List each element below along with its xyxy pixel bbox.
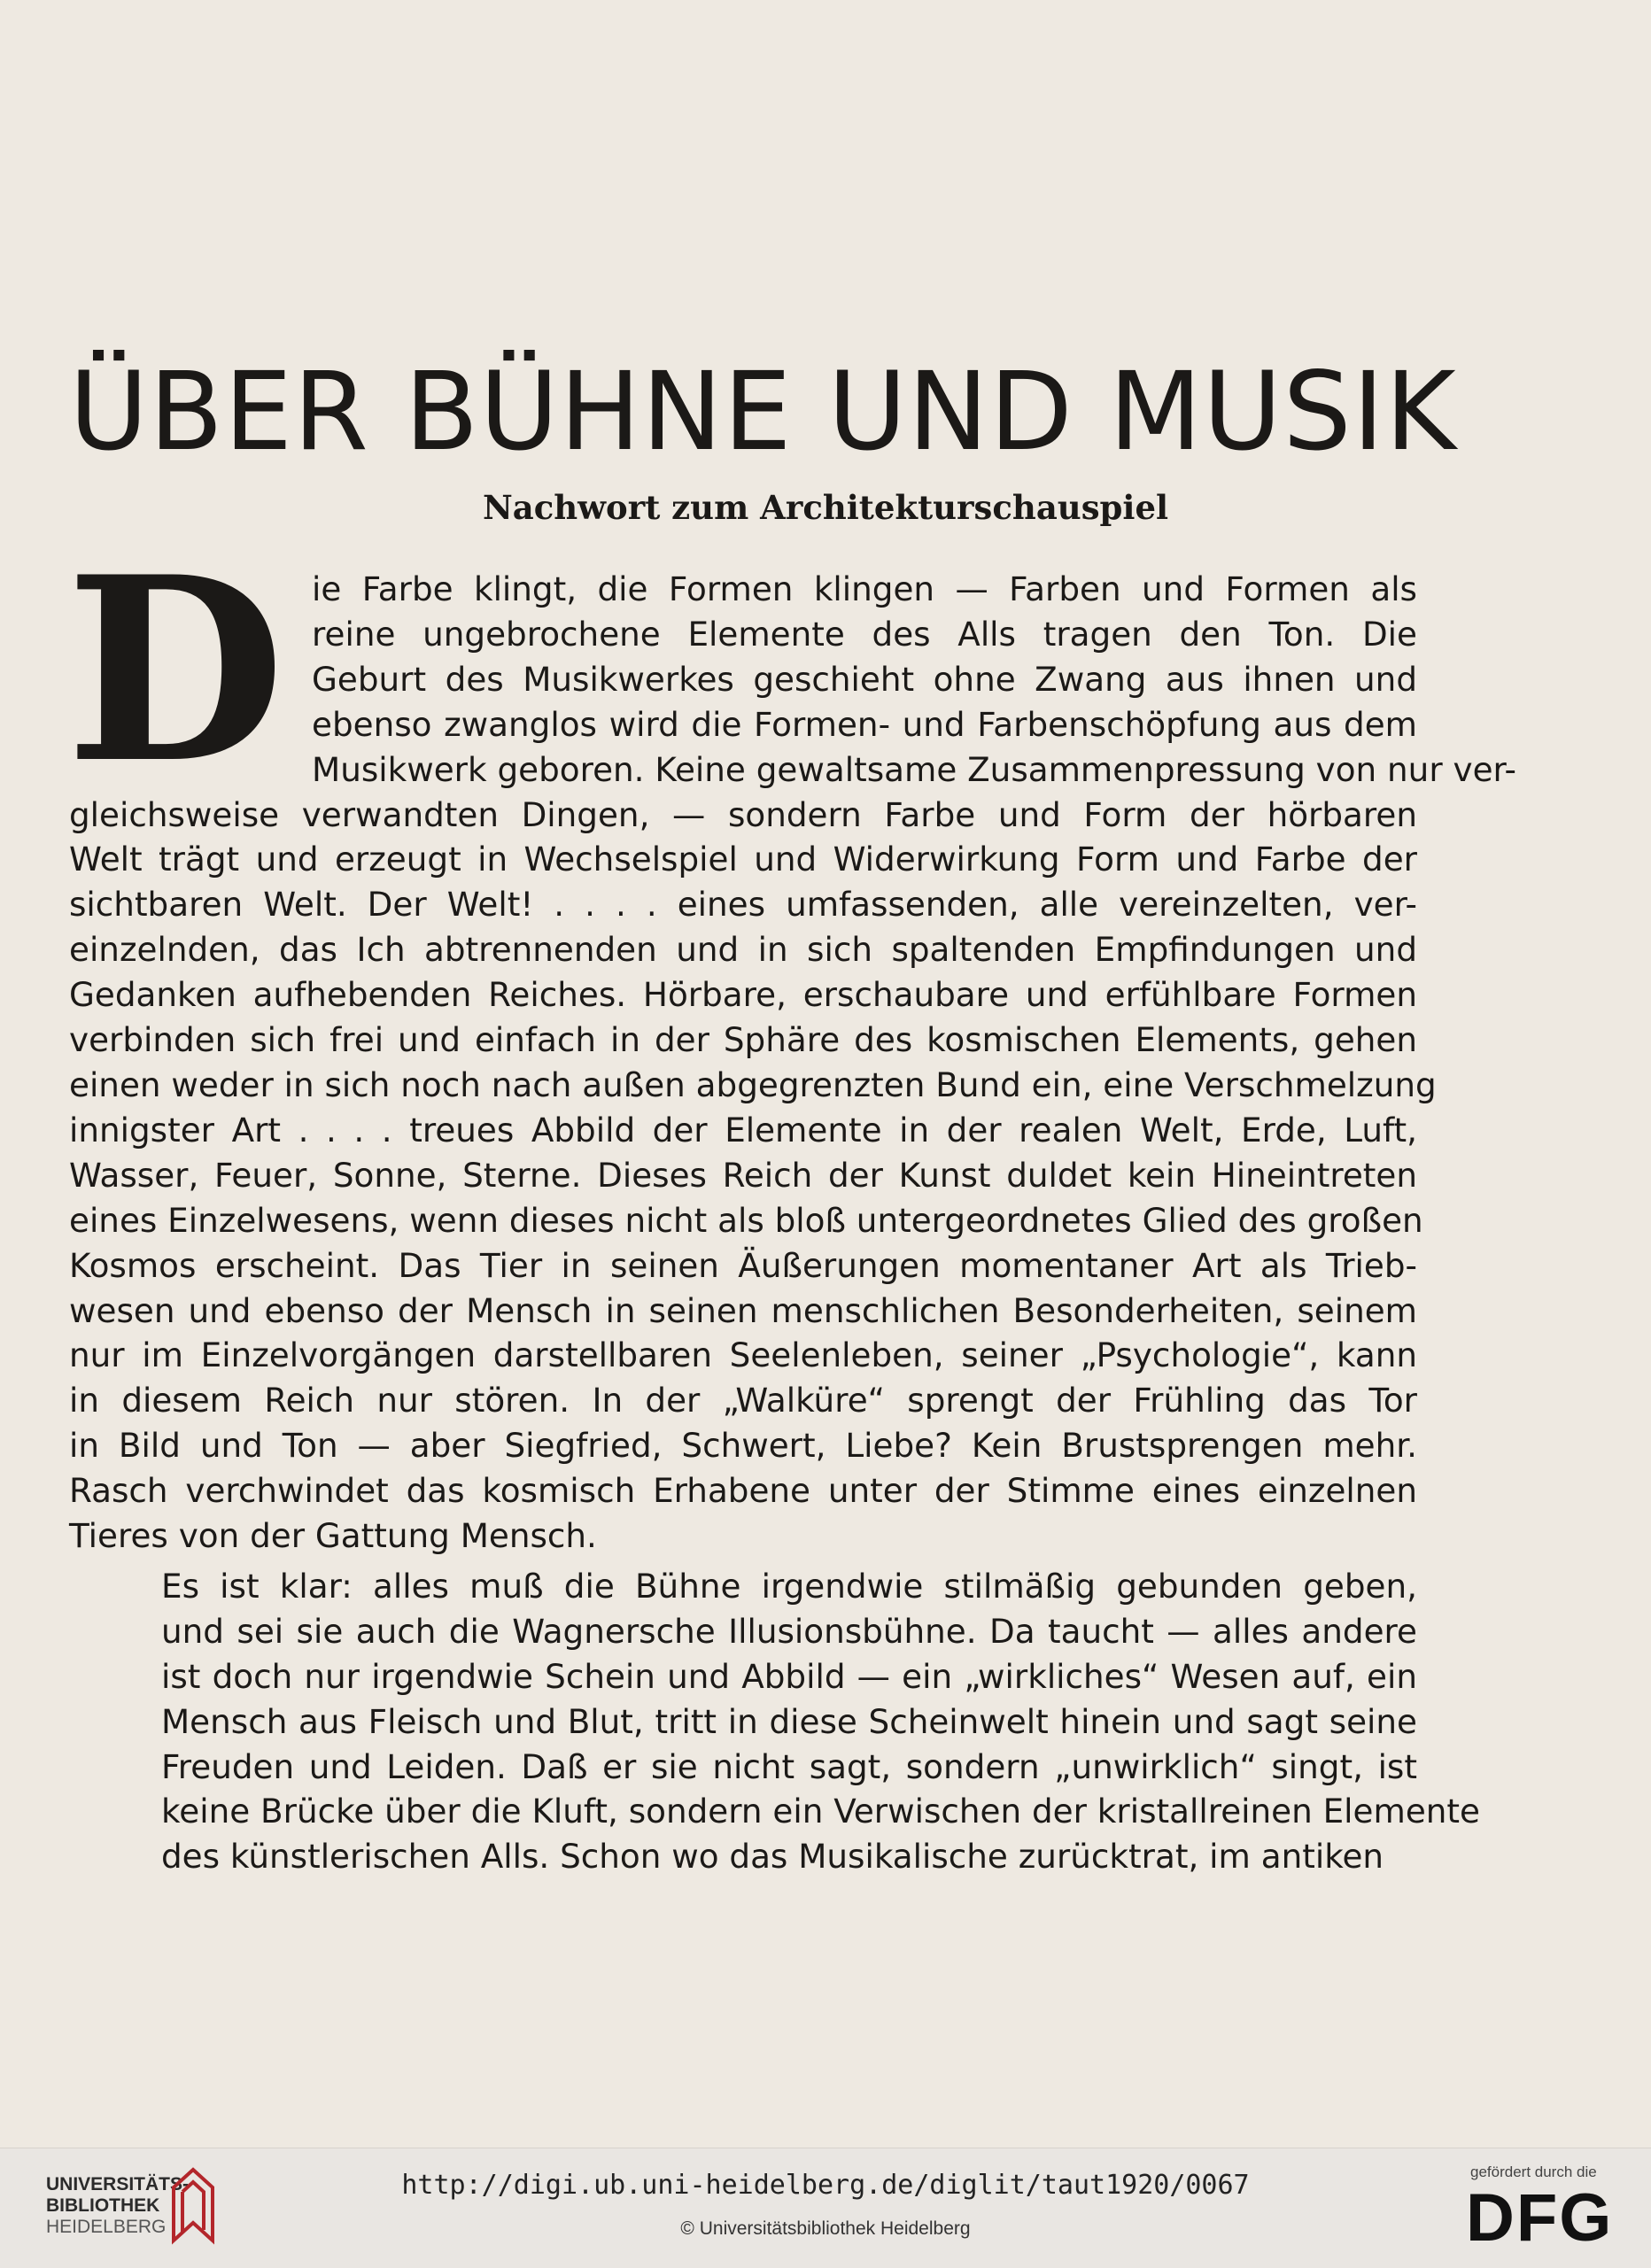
text-line: Tieres von der Gattung Mensch. (69, 1516, 597, 1556)
dfg-logo: DFG (1466, 2180, 1614, 2256)
text-line: Rasch verchwindet das kosmisch Erhabene unter der Stimme eines einzelnen (69, 1471, 1417, 1511)
text-line: und sei sie auch die Wagnersche Illusionsbühne. Da taucht — alles andere (161, 1611, 1417, 1651)
library-line-1: UNIVERSITÄTS- (46, 2174, 190, 2194)
text-line: nur im Einzelvorgängen darstellbaren Seelenleben, seiner „Psychologie“, kann (69, 1335, 1417, 1375)
article-title: ÜBER BÜHNE UND MUSIK (69, 349, 1457, 475)
article-body (66, 522, 1516, 1879)
text-line: reine ungebrochene Elemente des Alls tragen den Ton. Die (312, 614, 1417, 654)
text-line: des künstlerischen Alls. Schon wo das Musikalische zurücktrat, im antiken (161, 1837, 1384, 1877)
text-line: Es ist klar: alles muß die Bühne irgendwie stilmäßig gebunden geben, (161, 1566, 1417, 1606)
text-line: Kosmos erscheint. Das Tier in seinen Äußerungen momentaner Art als Trieb- (69, 1245, 1417, 1285)
text-line: ie Farbe klingt, die Formen klingen — Farben und Formen als (312, 569, 1417, 608)
text-line: ist doch nur irgendwie Schein und Abbild — ein „wirkliches“ Wesen auf, ein (161, 1656, 1417, 1696)
text-line: Musikwerk geboren. Keine gewaltsame Zusammenpressung von nur ver- (312, 749, 1516, 789)
text-line: eines Einzelwesens, wenn dieses nicht als bloß untergeordnetes Glied des großen (69, 1200, 1423, 1240)
text-line: in diesem Reich nur stören. In der „Walküre“ sprengt der Frühling das Tor (69, 1381, 1417, 1420)
text-line: Gedanken aufhebenden Reiches. Hörbare, erschaubare und erfühlbare Formen (69, 975, 1417, 1015)
text-line: einzelnden, das Ich abtrennenden und in sich spaltenden Empfindungen und (69, 930, 1417, 970)
text-line: verbinden sich frei und einfach in der Sphäre des kosmischen Elements, gehen (69, 1020, 1417, 1060)
text-line: Wasser, Feuer, Sonne, Sterne. Dieses Reich der Kunst duldet kein Hineintreten (69, 1155, 1417, 1195)
text-line: wesen und ebenso der Mensch in seinen menschlichen Besonderheiten, seinem (69, 1290, 1417, 1330)
text-line: einen weder in sich noch nach außen abgegrenzten Bund ein, eine Verschmelzung (69, 1064, 1437, 1104)
text-line: innigster Art . . . . treues Abbild der Elemente in der realen Welt, Erde, Luft, (69, 1110, 1417, 1149)
copyright-notice: © Universitätsbibliothek Heidelberg (680, 2218, 971, 2239)
paragraph-2 (69, 1564, 1480, 1879)
text-line: Geburt des Musikwerkes geschieht ohne Zwang aus ihnen und (312, 659, 1417, 699)
funded-by-label: gefördert durch die (1470, 2164, 1597, 2180)
paragraph-1 (66, 522, 1516, 1559)
document-url-link[interactable]: http://digi.ub.uni-heidelberg.de/diglit/taut1920/0067 (401, 2170, 1250, 2201)
drop-cap: D (66, 522, 286, 819)
text-line: sichtbaren Welt. Der Welt! . . . . eines umfassenden, alle vereinzelten, ver- (69, 885, 1417, 925)
text-line: Mensch aus Fleisch und Blut, tritt in diese Scheinwelt hinein und sagt seine (161, 1701, 1417, 1741)
text-line: Welt trägt und erzeugt in Wechselspiel und Widerwirkung Form und Farbe der (69, 840, 1417, 879)
text-line: in Bild und Ton — aber Siegfried, Schwert, Liebe? Kein Brustsprengen mehr. (69, 1426, 1417, 1466)
library-line-3: HEIDELBERG (46, 2217, 167, 2237)
text-line: Freuden und Leiden. Daß er sie nicht sagt, sondern „unwirklich“ singt, ist (161, 1746, 1417, 1786)
article-subtitle: Nachwort zum Architekturschauspiel (482, 488, 1169, 527)
footer-bar (0, 2148, 1651, 2268)
library-line-2: BIBLIOTHEK (46, 2195, 160, 2216)
text-line: gleichsweise verwandten Dingen, — sondern Farbe und Form der hörbaren (69, 794, 1417, 834)
text-line: ebenso zwanglos wird die Formen- und Farbenschöpfung aus dem (312, 704, 1417, 744)
text-line: keine Brücke über die Kluft, sondern ein Verwischen der kristallreinen Elemente (161, 1792, 1480, 1831)
